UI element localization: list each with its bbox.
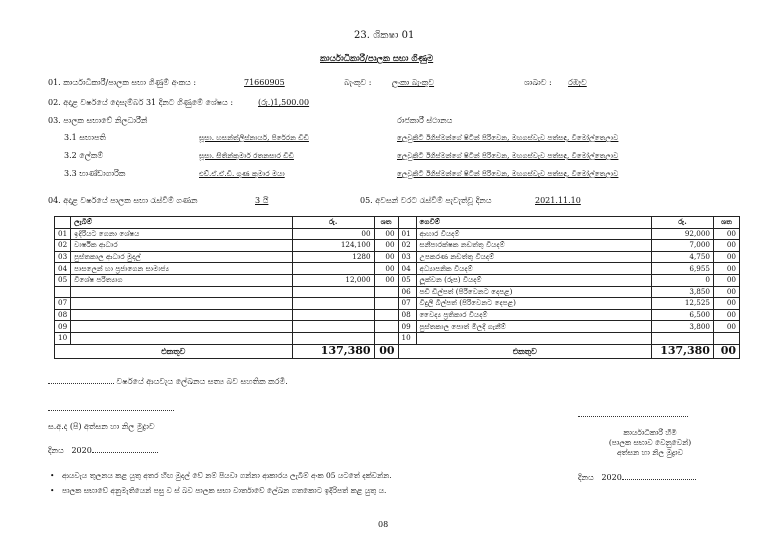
income-label: වාර්ෂික ආධාර: [71, 240, 293, 252]
income-rs: [292, 263, 374, 275]
income-label: ඉදිරියට ගෙනා ශේෂය: [71, 228, 293, 240]
left-signature-line: [48, 410, 174, 411]
left-date-label: දිනය: [48, 446, 64, 455]
right-signature-line: [578, 416, 688, 417]
expense-rs: 6,955: [652, 263, 714, 275]
table-row: [55, 286, 740, 298]
expense-no: 03: [398, 251, 416, 263]
income-total: 137,380: [292, 344, 374, 358]
income-cts-header: ශත: [374, 217, 398, 229]
expense-label: සනීපාරක්ෂක නඩත්තු වියදම්: [416, 240, 651, 252]
expense-rs-header: රු.: [652, 217, 714, 229]
officer-name: සූසා. සිතින්කුමාර් රතනසාර ඩීඩී: [199, 151, 294, 160]
bank-value: ලංකා බැංකුව: [392, 78, 435, 87]
income-no: 09: [55, 321, 71, 333]
table-row: [55, 298, 740, 310]
income-cts: [374, 286, 398, 298]
left-signature-label: ස.අ.ද (පි) අත්සන හා නිල මුද්‍රාව: [48, 422, 155, 431]
expense-label: වෛද්‍ය ප්‍රතිකාර වියදම්: [416, 309, 651, 321]
expense-rs: 12,525: [652, 298, 714, 310]
income-no: 03: [55, 251, 71, 263]
table-header-row: [55, 217, 740, 229]
page-heading: කාර්යාධිකාරී/පාලක සභා ගිණුම: [320, 54, 434, 64]
income-cts: [374, 321, 398, 333]
income-total-cts: 00: [374, 344, 398, 358]
expense-no: 06: [398, 286, 416, 298]
address-header: රාජකාරී ස්ථානය: [397, 116, 453, 125]
expense-label: [416, 332, 651, 344]
income-rs: 00: [292, 228, 374, 240]
income-rs: 124,100: [292, 240, 374, 252]
expense-rs: 92,000: [652, 228, 714, 240]
meetings-value: 3 යි: [255, 196, 269, 205]
income-total-label: එකතුව: [55, 344, 293, 358]
left-date-value: 2020: [71, 446, 92, 455]
expense-cts: 00: [713, 321, 739, 333]
expense-rs: [652, 332, 714, 344]
right-date: [578, 473, 696, 483]
expense-no: 02: [398, 240, 416, 252]
expense-no: 09: [398, 321, 416, 333]
certification: [48, 377, 288, 387]
income-no: 01: [55, 228, 71, 240]
expense-cts: 00: [713, 251, 739, 263]
note-2: • පාලක සභාවේ අනුමැතියෙන් පසු ව ස් බව පාලක සභා වාර්තාවේ ලේඛන ගතකොට ඉදිරිපත් කළ යුතු ය.: [62, 486, 386, 496]
expense-cts: 00: [713, 298, 739, 310]
bank-label: බැංකුව :: [344, 78, 372, 87]
right-signature-block: [590, 428, 710, 458]
expense-cts: 00: [713, 240, 739, 252]
note-1: • ආයවැය තුලනය කළ යුතු අතර හිඟ මුදල් වේ නම් පියවා ගන්නා ආකාරය ලැබීම් අංක 05 යටතේ දක්වන්න.: [62, 471, 392, 481]
expense-total-cts: 00: [713, 344, 739, 358]
expense-no: 07: [398, 298, 416, 310]
expense-no: 10: [398, 332, 416, 344]
expense-rs: 4,750: [652, 251, 714, 263]
table-row: [55, 228, 740, 240]
income-cts: [374, 298, 398, 310]
expense-no: 05: [398, 274, 416, 286]
meetings-label: 04. අදාළ වර්ෂයේ පාලක සභා රැස්වීම් ගණන: [48, 196, 198, 205]
income-label: [71, 298, 293, 310]
expense-rs: 3,800: [652, 321, 714, 333]
account-no-value: 71660905: [244, 78, 285, 87]
income-no: 10: [55, 332, 71, 344]
officer-name: එච්.ඒ.ඒ.ඩී. ගුණ කුමාර මයා: [199, 169, 285, 178]
officer-name: සූසා. හසන්ත්ලිස්නායර්, පිරේරන ඩීඩී: [199, 133, 309, 142]
right-signature-line-3: අත්සන හා නිල මුද්‍රාව: [616, 448, 684, 457]
officer-place: ලෙවුකිටි ඊගිස්මන්ගේ ෂිටින් පිරිවෙන, මහගස්වැව පත්සඳ, වීමෝල්තෙලාව: [397, 169, 619, 178]
expense-label: උපකරණ නඩත්තු වියදම්: [416, 251, 651, 263]
branch-label: ශාඛාව :: [524, 78, 552, 87]
table-row: [55, 240, 740, 252]
expense-total: 137,380: [652, 344, 714, 358]
right-signature-line-2: (පාලක සභාව වෙනුවෙන්): [608, 438, 692, 447]
totals-row: [55, 344, 740, 358]
income-cts: 00: [374, 263, 398, 275]
officer-role: 3.3 භාණ්ඩාගාරික: [64, 169, 126, 178]
income-rs-header: රු.: [292, 217, 374, 229]
expense-cts: 00: [713, 274, 739, 286]
expense-cts: [713, 332, 739, 344]
income-no: 04: [55, 263, 71, 275]
income-label: විශේෂ පරිත්‍යාග: [71, 274, 293, 286]
expense-rs: 6,500: [652, 309, 714, 321]
officers-label: 03. පාලක සභාවේ නිලධාරීන්: [48, 116, 148, 125]
income-cts: 00: [374, 251, 398, 263]
expense-no: 08: [398, 309, 416, 321]
expense-label: පඩි ඩිල්පත් (පිරිවෙනට දෙපළ): [416, 286, 651, 298]
income-label: [71, 286, 293, 298]
expense-cts: 00: [713, 263, 739, 275]
officer-role: 3.1 සභාපති: [64, 133, 106, 142]
income-cts: 00: [374, 228, 398, 240]
accounts-table: [54, 216, 740, 359]
income-no: 02: [55, 240, 71, 252]
expense-cts: 00: [713, 228, 739, 240]
income-label: [71, 321, 293, 333]
certification-text: වර්ෂයේ ආයවැය ලේඛනය සත්‍ය බව සහතික කරමි.: [116, 377, 288, 386]
table-row: [55, 274, 740, 286]
left-date: [48, 446, 158, 456]
income-cts: [374, 332, 398, 344]
table-row: [55, 332, 740, 344]
income-rs: 12,000: [292, 274, 374, 286]
income-rs: [292, 321, 374, 333]
officer-place: ලෙවුකිටි ඊගිස්මන්ගේ ෂිටින් පිරිවෙන, මහගස්වැව පත්සඳ, වීමෝල්තෙලාව: [397, 133, 619, 142]
income-no: [55, 286, 71, 298]
expense-rs: 7,000: [652, 240, 714, 252]
table-row: [55, 263, 740, 275]
income-rs: [292, 309, 374, 321]
income-cts: 00: [374, 274, 398, 286]
expense-cts-header: ශත: [713, 217, 739, 229]
expense-label: පුස්තකාල පොත් මිලදී ගැනීම්: [416, 321, 651, 333]
balance-value: (රු.)1,500.00: [258, 98, 310, 107]
expense-no: 04: [398, 263, 416, 275]
expense-cts: 00: [713, 309, 739, 321]
right-date-label: දිනය: [578, 473, 594, 482]
balance-label: 02. අදාළ වර්ෂයේ දෙසැම්බර් 31 දිනට ගිණුමේ ශේෂය :: [48, 98, 234, 107]
right-signature-line-1: කාර්යාධිකාරී හිමි: [623, 428, 677, 437]
income-no: 07: [55, 298, 71, 310]
expense-header: ගෙවීම්: [416, 217, 651, 229]
table-row: [55, 321, 740, 333]
last-meeting-label: 05. අවසන් වරට රැස්වීම් පැවැත්වූ දිනය: [360, 196, 492, 205]
table-row: [55, 309, 740, 321]
income-cts: 00: [374, 240, 398, 252]
income-rs: 1280: [292, 251, 374, 263]
income-label: [71, 309, 293, 321]
income-no: 08: [55, 309, 71, 321]
officer-role: 3.2 ලේකම්: [64, 151, 104, 160]
last-meeting-value: 2021.11.10: [535, 196, 581, 205]
expense-cts: 00: [713, 286, 739, 298]
income-rs: [292, 332, 374, 344]
income-label: පාසලෙන් හා ප්‍රජාගෙන සාමාජ්‍ය: [71, 263, 293, 275]
expense-label: ලූක්වන (රූප) වියදම්: [416, 274, 651, 286]
expense-no: 01: [398, 228, 416, 240]
table-row: [55, 251, 740, 263]
page-number: 08: [378, 520, 389, 529]
income-rs: [292, 286, 374, 298]
expense-rs: 3,850: [652, 286, 714, 298]
income-label: පුස්තකාල ආධාර මුදල්: [71, 251, 293, 263]
account-no-label: 01. කාර්යාධිකාරී/පාලක සභා ගිණුම් අංකය :: [48, 78, 197, 87]
income-label: [71, 332, 293, 344]
income-rs: [292, 298, 374, 310]
expense-label: විදුලි බිල්පත් (පිරිවෙනට දෙපළ): [416, 298, 651, 310]
income-header: ලැබීම්: [71, 217, 293, 229]
income-cts: [374, 309, 398, 321]
expense-rs: 0: [652, 274, 714, 286]
income-no: 05: [55, 274, 71, 286]
expense-total-label: එකතුව: [398, 344, 651, 358]
branch-value: රඹෑව: [568, 78, 587, 87]
officer-place: ලෙවුකිටි ඊගිස්මන්ගේ ෂිටින් පිරිවෙන, මහගස්වැව පත්සඳ, වීමෝල්තෙලාව: [397, 151, 619, 160]
right-date-value: 2020: [601, 473, 622, 482]
expense-label: ආහාර වියදම්: [416, 228, 651, 240]
expense-label: අධ්‍යාපනික වියදම්: [416, 263, 651, 275]
form-number: 23. ශිකෂා 01: [354, 30, 415, 41]
